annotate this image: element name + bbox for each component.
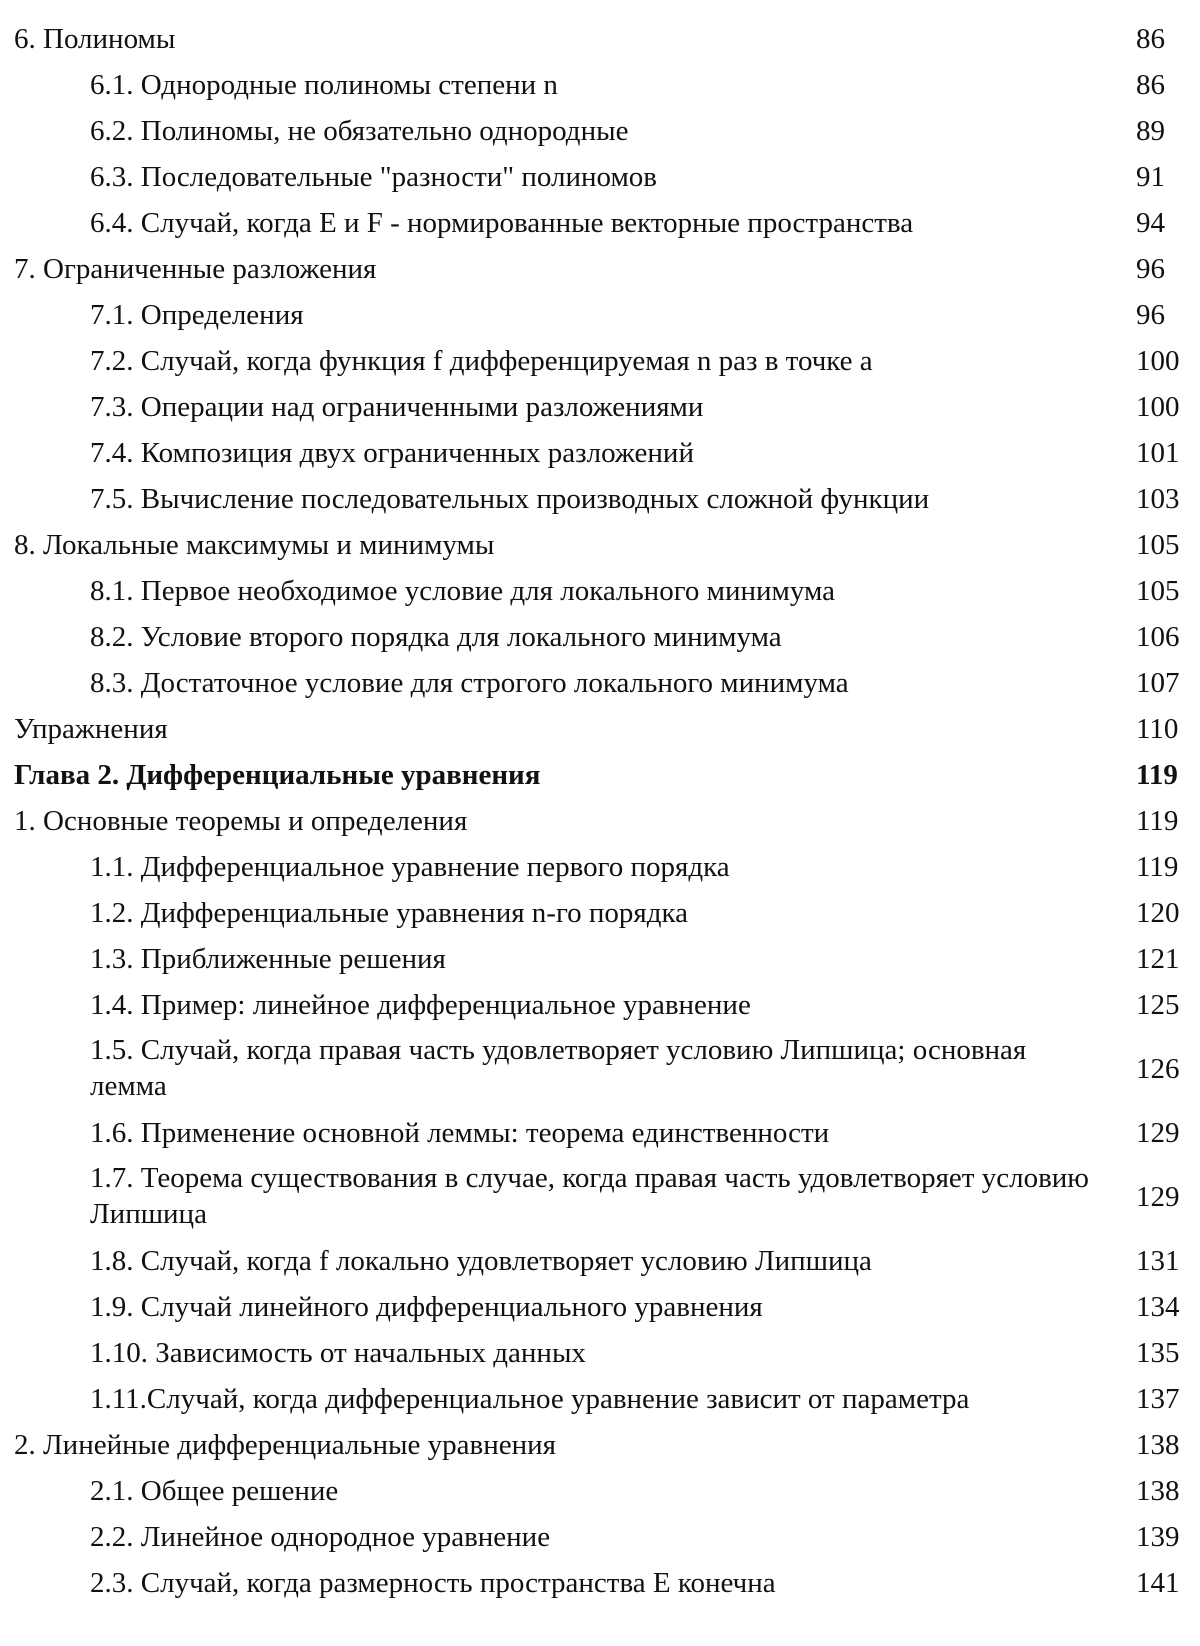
toc-entry bbox=[14, 1110, 1180, 1156]
toc-entry bbox=[14, 936, 1180, 982]
toc-entry bbox=[14, 1422, 1180, 1468]
toc-entry bbox=[14, 108, 1174, 154]
toc-entry-title: 1.1. Дифференциальное уравнение первого порядка bbox=[90, 851, 730, 883]
toc-entry-title: 1.9. Случай линейного дифференциального уравнения bbox=[90, 1291, 763, 1323]
toc-entry bbox=[14, 338, 1180, 384]
toc-entry bbox=[14, 890, 1180, 936]
toc-entry bbox=[14, 844, 1179, 890]
toc-entry-page: 126 bbox=[1136, 1053, 1180, 1085]
toc-entry-page: 105 bbox=[1136, 529, 1180, 561]
toc-entry-title: 8.1. Первое необходимое условие для локального минимума bbox=[90, 575, 836, 607]
toc-entry-page: 105 bbox=[1136, 575, 1180, 607]
toc-entry-title: Глава 2. Дифференциальные уравнения bbox=[14, 759, 541, 791]
toc-entry-page: 119 bbox=[1136, 851, 1179, 883]
toc-entry-page: 137 bbox=[1136, 1383, 1180, 1415]
toc-entry-title: 8. Локальные максимумы и минимумы bbox=[14, 529, 495, 561]
table-of-contents bbox=[14, 16, 1180, 1606]
toc-entry-title: 1.5. Случай, когда правая часть удовлетворяет условию Липшица; основная лемма bbox=[90, 1034, 1027, 1102]
toc-entry bbox=[14, 154, 1174, 200]
toc-entry-title: 7.1. Определения bbox=[90, 299, 304, 331]
toc-entry-title: 6.4. Случай, когда E и F - нормированные векторные пространства bbox=[90, 207, 914, 239]
toc-entry-page: 110 bbox=[1136, 713, 1179, 745]
toc-entry-title: 6.1. Однородные полиномы степени n bbox=[90, 69, 558, 101]
toc-entry-title: 1.3. Приближенные решения bbox=[90, 943, 446, 975]
toc-chapter-heading bbox=[14, 752, 1178, 798]
toc-entry bbox=[14, 1514, 1180, 1560]
toc-entry-title: 2.2. Линейное однородное уравнение bbox=[90, 1521, 551, 1553]
toc-entry bbox=[14, 476, 1180, 522]
toc-entry-page: 120 bbox=[1136, 897, 1180, 929]
toc-entry-title: 1.11.Случай, когда дифференциальное уравнение зависит от параметра bbox=[90, 1383, 970, 1415]
toc-entry bbox=[14, 982, 1180, 1028]
toc-entry-page: 96 bbox=[1136, 299, 1165, 331]
toc-entry-page: 134 bbox=[1136, 1291, 1180, 1323]
toc-entry-title: 7.5. Вычисление последовательных производных сложной функции bbox=[90, 483, 930, 515]
toc-entry bbox=[14, 1468, 1180, 1514]
toc-entry-page: 103 bbox=[1136, 483, 1180, 515]
toc-entry-page: 138 bbox=[1136, 1475, 1180, 1507]
toc-entry-title: 1.7. Теорема существования в случае, когда правая часть удовлетворяет условию Липшица bbox=[90, 1162, 1089, 1230]
toc-entry-page: 119 bbox=[1136, 759, 1178, 791]
toc-entry-page: 139 bbox=[1136, 1521, 1180, 1553]
toc-entry bbox=[14, 568, 1180, 614]
toc-entry-page: 131 bbox=[1136, 1245, 1180, 1277]
toc-entry-page: 89 bbox=[1136, 115, 1165, 147]
toc-entry-title: 7.4. Композиция двух ограниченных разложений bbox=[90, 437, 694, 469]
toc-entry-title: 1.2. Дифференциальные уравнения n-го порядка bbox=[90, 897, 689, 929]
toc-entry-page: 107 bbox=[1136, 667, 1180, 699]
toc-entry-page: 141 bbox=[1136, 1567, 1180, 1599]
toc-entry-page: 100 bbox=[1136, 391, 1180, 423]
toc-entry bbox=[14, 430, 1180, 476]
toc-entry-title: 7.3. Операции над ограниченными разложениями bbox=[90, 391, 704, 423]
toc-entry bbox=[14, 614, 1180, 660]
toc-entry-title: 6. Полиномы bbox=[14, 23, 176, 55]
toc-entry-title: 8.2. Условие второго порядка для локального минимума bbox=[90, 621, 782, 653]
toc-entry-page: 96 bbox=[1136, 253, 1165, 285]
toc-entry-title: Упражнения bbox=[14, 713, 168, 745]
toc-entry-title: 2. Линейные дифференциальные уравнения bbox=[14, 1429, 556, 1461]
toc-entry-title: 2.1. Общее решение bbox=[90, 1475, 339, 1507]
toc-entry-page: 121 bbox=[1136, 943, 1180, 975]
toc-entry-title: 1.6. Применение основной леммы: теорема единственности bbox=[90, 1117, 830, 1149]
toc-entry bbox=[14, 1028, 1180, 1110]
toc-entry-page: 94 bbox=[1136, 207, 1165, 239]
toc-entry bbox=[14, 1330, 1180, 1376]
toc-entry bbox=[14, 1560, 1180, 1606]
toc-entry-page: 91 bbox=[1136, 161, 1165, 193]
toc-entry-title: 1. Основные теоремы и определения bbox=[14, 805, 468, 837]
toc-entry-page: 86 bbox=[1136, 23, 1165, 55]
toc-entry-page: 125 bbox=[1136, 989, 1180, 1021]
toc-entry-title: 8.3. Достаточное условие для строгого локального минимума bbox=[90, 667, 849, 699]
toc-entry-title: 1.10. Зависимость от начальных данных bbox=[90, 1337, 586, 1369]
toc-entry bbox=[14, 62, 1174, 108]
toc-entry-page: 86 bbox=[1136, 69, 1165, 101]
toc-entry-page: 100 bbox=[1136, 345, 1180, 377]
toc-entry bbox=[14, 1284, 1180, 1330]
toc-entry-page: 101 bbox=[1136, 437, 1180, 469]
toc-entry bbox=[14, 246, 1174, 292]
toc-entry bbox=[14, 1376, 1180, 1422]
toc-entry bbox=[14, 660, 1180, 706]
toc-entry-page: 106 bbox=[1136, 621, 1180, 653]
toc-entry-title: 7.2. Случай, когда функция f дифференцируемая n раз в точке a bbox=[90, 345, 873, 377]
toc-entry-page: 119 bbox=[1136, 805, 1179, 837]
toc-entry bbox=[14, 1238, 1180, 1284]
toc-entry-page: 138 bbox=[1136, 1429, 1180, 1461]
toc-entry bbox=[14, 200, 1174, 246]
toc-entry-title: 1.8. Случай, когда f локально удовлетворяет условию Липшица bbox=[90, 1245, 872, 1277]
toc-entry bbox=[14, 522, 1180, 568]
toc-entry-page: 129 bbox=[1136, 1117, 1180, 1149]
toc-entry-title: 1.4. Пример: линейное дифференциальное уравнение bbox=[90, 989, 751, 1021]
toc-entry-title: 2.3. Случай, когда размерность пространства E конечна bbox=[90, 1567, 776, 1599]
toc-entry-title: 6.3. Последовательные "разности" полиномов bbox=[90, 161, 658, 193]
toc-entry bbox=[14, 292, 1174, 338]
toc-entry-page: 135 bbox=[1136, 1337, 1180, 1369]
toc-entry bbox=[14, 384, 1180, 430]
toc-entry bbox=[14, 1156, 1180, 1238]
toc-entry-title: 7. Ограниченные разложения bbox=[14, 253, 377, 285]
toc-entry-title: 6.2. Полиномы, не обязательно однородные bbox=[90, 115, 629, 147]
toc-entry bbox=[14, 16, 1174, 62]
toc-entry bbox=[14, 798, 1179, 844]
toc-entry-page: 129 bbox=[1136, 1181, 1180, 1213]
toc-entry bbox=[14, 706, 1179, 752]
